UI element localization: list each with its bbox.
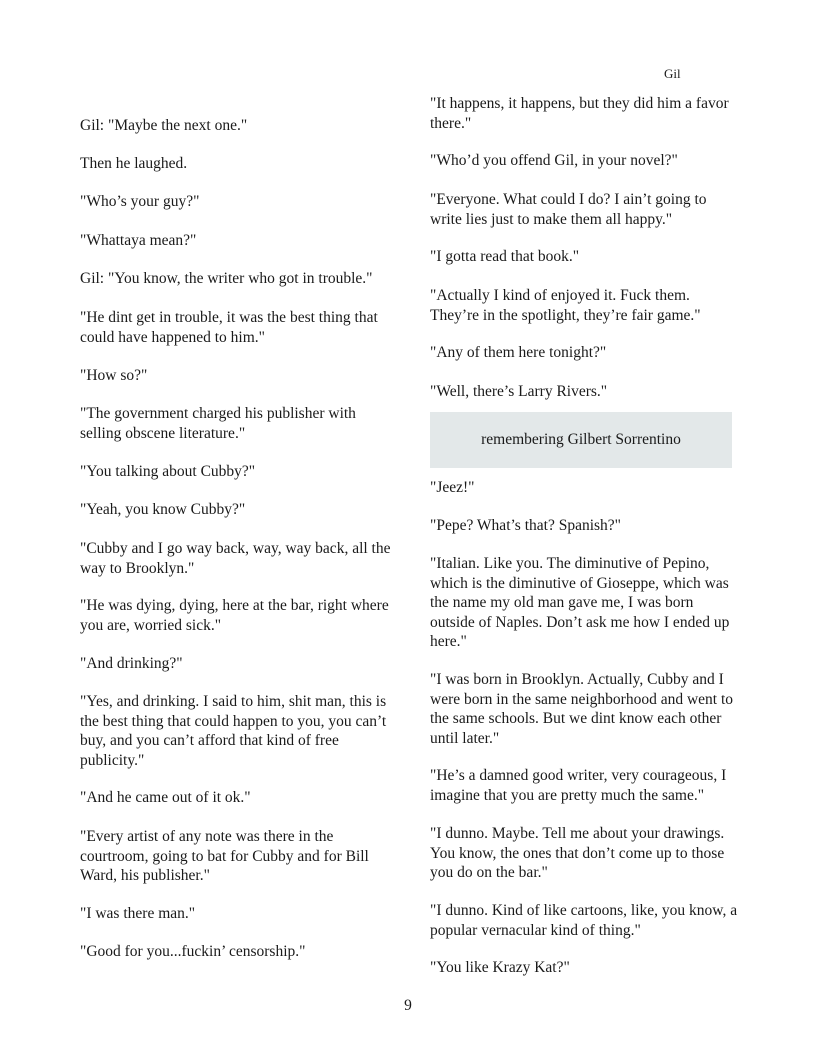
- paragraph: "It happens, it happens, but they did him a favor there.": [430, 95, 729, 132]
- paragraph: "You like Krazy Kat?": [430, 959, 570, 976]
- paragraph: "You talking about Cubby?": [80, 463, 256, 480]
- paragraph: "Who’s your guy?": [80, 193, 200, 210]
- paragraph: "And drinking?": [80, 655, 183, 672]
- paragraph: "Who’d you offend Gil, in your novel?": [430, 152, 678, 169]
- page-number: 9: [404, 997, 412, 1014]
- pull-quote-text: remembering Gilbert Sorrentino: [481, 431, 681, 448]
- pull-quote-box: [430, 412, 732, 468]
- paragraph: "The government charged his publisher with selling obscene literature.": [80, 405, 356, 442]
- paragraph: "Yes, and drinking. I said to him, shit man, this is the best thing that could happen to you, you can’t buy, and you can’t afford that kind of free publicity.": [80, 693, 387, 769]
- paragraph: "Yeah, you know Cubby?": [80, 501, 246, 518]
- paragraph: "How so?": [80, 367, 148, 384]
- paragraph: "Cubby and I go way back, way, way back, all the way to Brooklyn.": [80, 540, 391, 577]
- paragraph: "Well, there’s Larry Rivers.": [430, 383, 608, 400]
- paragraph: "Jeez!": [430, 479, 475, 496]
- paragraph: "Whattaya mean?": [80, 232, 197, 249]
- paragraph: "Every artist of any note was there in the courtroom, going to bat for Cubby and for Bill Ward, his publisher.": [80, 828, 369, 884]
- paragraph: "And he came out of it ok.": [80, 789, 251, 806]
- running-head: Gil: [664, 66, 681, 81]
- paragraph: "I dunno. Maybe. Tell me about your drawings. You know, the ones that don’t come up to those you do on the bar.": [430, 825, 725, 881]
- paragraph: "I was born in Brooklyn. Actually, Cubby and I were born in the same neighborhood and went to the same schools. But we dint know each other until later.": [430, 671, 734, 747]
- paragraph: "He dint get in trouble, it was the best thing that could have happened to him.": [80, 309, 378, 346]
- paragraph: "Good for you...fuckin’ censorship.": [80, 943, 306, 960]
- paragraph: "I gotta read that book.": [430, 248, 580, 265]
- paragraph: "He was dying, dying, here at the bar, right where you are, worried sick.": [80, 597, 389, 634]
- paragraph: Then he laughed.: [80, 155, 188, 172]
- paragraph: Gil: "Maybe the next one.": [80, 117, 248, 134]
- paragraph: "I dunno. Kind of like cartoons, like, you know, a popular vernacular kind of thing.": [430, 902, 738, 939]
- paragraph: "Pepe? What’s that? Spanish?": [430, 517, 622, 534]
- paragraph: "Any of them here tonight?": [430, 344, 607, 361]
- paragraph: "Everyone. What could I do? I ain’t going to write lies just to make them all happy.": [430, 191, 707, 228]
- paragraph: "I was there man.": [80, 905, 196, 922]
- paragraph: "Actually I kind of enjoyed it. Fuck them. They’re in the spotlight, they’re fair game.": [430, 287, 701, 324]
- paragraph: "He’s a damned good writer, very courageous, I imagine that you are pretty much the same.": [430, 767, 727, 804]
- paragraph: "Italian. Like you. The diminutive of Pepino, which is the diminutive of Gioseppe, which was the name my old man gave me, I was born outside of Naples. Don’t ask me how I ended up here.": [430, 555, 730, 650]
- paragraph: Gil: "You know, the writer who got in trouble.": [80, 270, 373, 287]
